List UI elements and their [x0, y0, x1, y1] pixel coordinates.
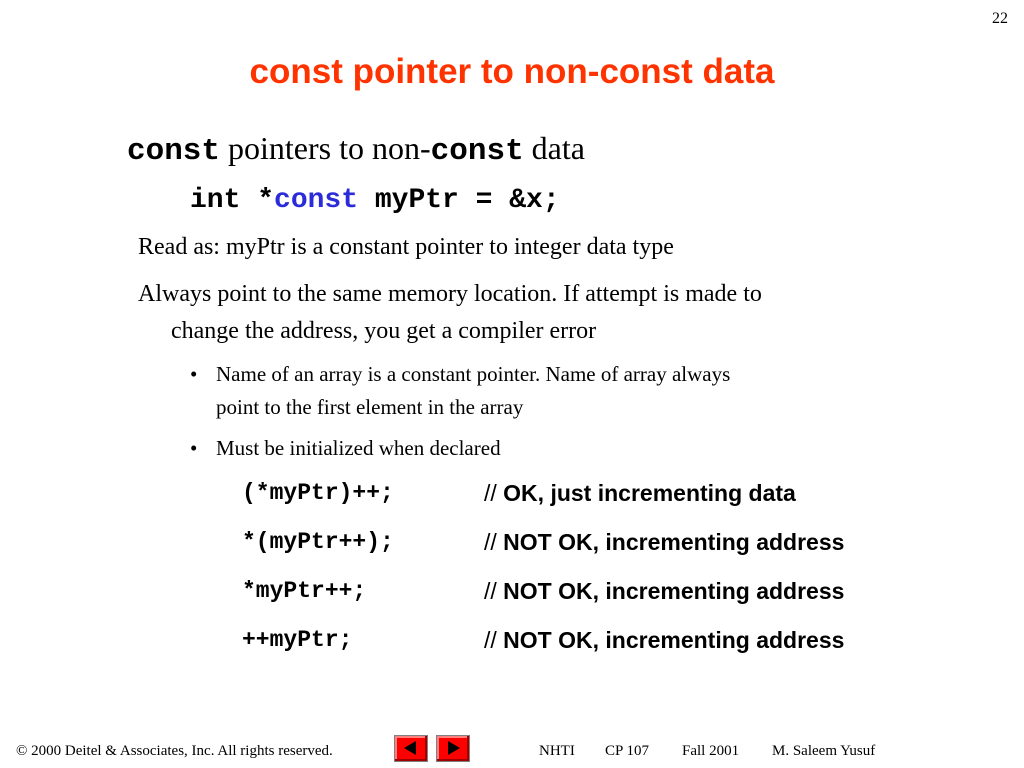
- example-statement-1: (*myPtr)++;: [242, 480, 394, 506]
- footer-org: NHTI: [539, 743, 575, 759]
- example-statement-4: ++myPtr;: [242, 627, 353, 653]
- always-point-line-2: change the address, you get a compiler error: [171, 318, 597, 344]
- bullet-array-text-2: point to the first element in the array: [216, 395, 524, 419]
- comment-slashes: //: [484, 480, 504, 506]
- comment-slashes: //: [484, 627, 504, 653]
- comment-text: NOT OK, incrementing address: [503, 627, 845, 653]
- footer-term: Fall 2001: [682, 743, 740, 759]
- code-prefix: int *: [190, 185, 275, 216]
- bullet-initialized: [190, 436, 501, 461]
- heading-text-middle: pointers to non-: [220, 130, 431, 166]
- comment-text: NOT OK, incrementing address: [503, 578, 845, 604]
- bullet-array-text-1: Name of an array is a constant pointer. Name of array always: [216, 362, 731, 386]
- example-comment-2: [484, 529, 844, 556]
- read-as-line: Read as: myPtr is a constant pointer to integer data type: [138, 234, 674, 260]
- heading-keyword-const: const: [127, 134, 221, 169]
- slide-heading: [127, 130, 585, 169]
- footer-course: CP 107: [605, 743, 650, 759]
- bullet-dot: •: [190, 362, 198, 386]
- comment-text: NOT OK, incrementing address: [503, 529, 845, 555]
- example-comment-4: [484, 627, 844, 654]
- bullet-array-name: [190, 362, 730, 387]
- example-comment-1: [484, 480, 796, 507]
- bullet-initialized-text: Must be initialized when declared: [216, 436, 501, 460]
- footer-author: M. Saleem Yusuf: [772, 743, 876, 759]
- slide-number: 22: [992, 10, 1008, 27]
- next-slide-button[interactable]: [436, 735, 470, 762]
- heading-keyword-const-2: const: [430, 134, 524, 169]
- example-statement-2: *(myPtr++);: [242, 529, 394, 555]
- code-keyword-const: const: [274, 185, 359, 216]
- slide-title: const pointer to non-const data: [249, 52, 775, 91]
- previous-slide-button[interactable]: [394, 735, 428, 762]
- code-suffix: myPtr = &x;: [358, 185, 560, 216]
- footer-copyright: © 2000 Deitel & Associates, Inc. All rights reserved.: [16, 743, 333, 759]
- always-point-line-1: Always point to the same memory location. If attempt is made to: [138, 281, 762, 307]
- example-statement-3: *myPtr++;: [242, 578, 367, 604]
- triangle-left-icon: [404, 741, 416, 755]
- example-comment-3: [484, 578, 844, 605]
- bullet-dot: •: [190, 436, 198, 460]
- declaration-code: [190, 185, 560, 216]
- heading-text-end: data: [523, 130, 585, 166]
- comment-slashes: //: [484, 578, 504, 604]
- triangle-right-icon: [448, 741, 460, 755]
- comment-text: OK, just incrementing data: [503, 480, 796, 506]
- comment-slashes: //: [484, 529, 504, 555]
